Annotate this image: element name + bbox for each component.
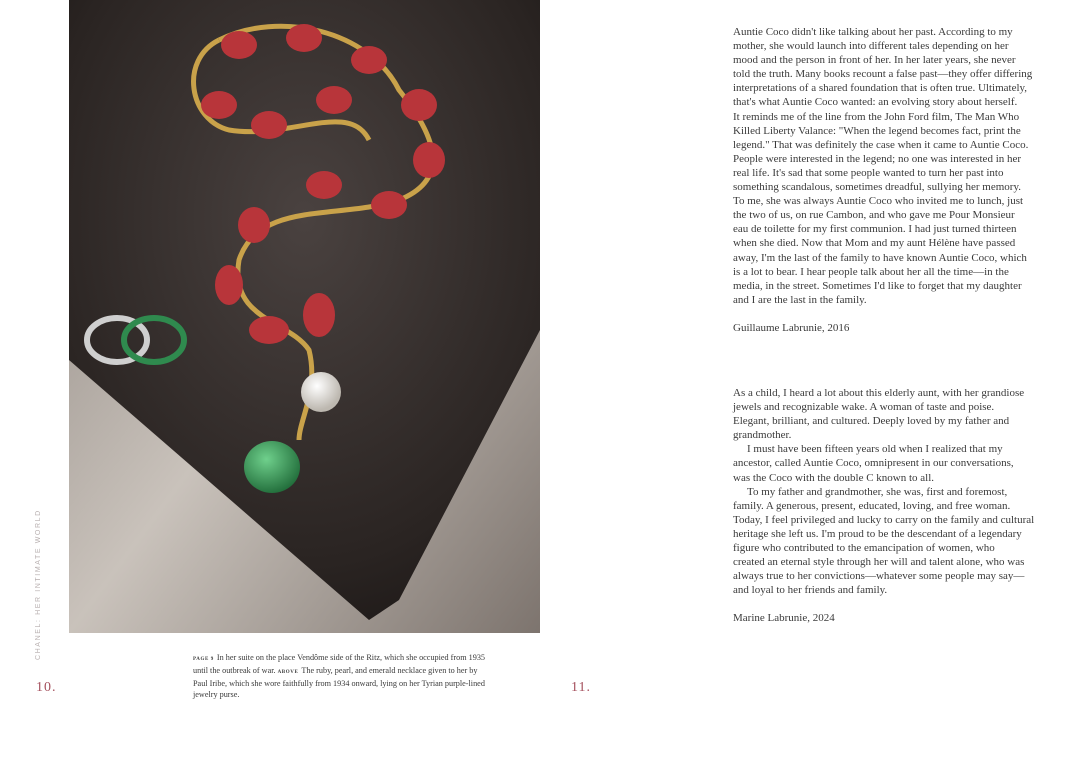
signature: Marine Labrunie, 2024: [733, 612, 835, 625]
body-text-line: family. A generous, present, educated, loving, and free woman.: [733, 499, 1011, 512]
body-text-line: the two of us, on rue Cambon, and who gave me Pour Monsieur: [733, 209, 1015, 222]
signature: Guillaume Labrunie, 2016: [733, 321, 850, 334]
body-text-line: It reminds me of the line from the John Ford film, The Man Who: [733, 110, 1020, 123]
body-text-line: mother, she would launch into different tales depending on her: [733, 40, 1009, 53]
body-text-line: To me, she was always Auntie Coco who invited me to lunch, just: [733, 195, 1024, 208]
body-text-line: something scandalous, sometimes dreadful, sullying her memory.: [733, 181, 1021, 194]
pearl-bead: [301, 372, 341, 412]
body-text-line: was the Coco with the double C known to all.: [733, 471, 935, 484]
body-text-line: Killed Liberty Valance: "When the legend becomes fact, print the: [733, 124, 1021, 137]
caption-text-2: The ruby, pearl, and emerald necklace given to her by Paul Iribe, which she wore faithfully from 1934 onward, lying on her Tyrian purple-lined jewelry purse.: [193, 666, 485, 699]
running-title: CHANEL: HER INTIMATE WORLD: [35, 509, 42, 660]
necklace-illustration: [69, 0, 540, 633]
caption-label-page9: PAGE 9: [193, 657, 214, 662]
body-text-line: Today, I feel privileged and lucky to carry on the family and cultural: [733, 513, 1035, 526]
body-text-line: Elegant, brilliant, and cultured. Deeply loved by my father and: [733, 415, 1010, 428]
body-text-line: created an eternal style through her will and talent alone, who was: [733, 556, 1025, 569]
body-text-line: figure who contributed to the emancipation of women, who: [733, 542, 995, 555]
body-text-line: media, in the street. Sometimes I'd like to forget that my daughter: [733, 279, 1022, 292]
body-text-line: To my father and grandmother, she was, first and foremost,: [747, 485, 1008, 498]
body-text-line: ancestor, called Auntie Coco, omnipresent in our conversations,: [733, 457, 1014, 470]
photo-caption: [193, 652, 493, 700]
body-text-line: eau de toilette for my first communion. I had just turned thirteen: [733, 223, 1017, 236]
body-text-line: mood and the person in front of her. In her later years, she never: [733, 54, 1016, 67]
page-number-right: 11.: [571, 680, 591, 695]
body-text-line: and I are the last in the family.: [733, 293, 867, 306]
necklace-photo: [69, 0, 540, 633]
body-text-line: told the truth. Many books recount a false past—they offer differing: [733, 68, 1033, 81]
body-text-line: that's what Auntie Coco wanted: an evolving story about herself.: [733, 96, 1018, 109]
body-text-line: always true to her convictions—whatever some people may say—: [733, 570, 1025, 583]
caption-label-above: ABOVE: [277, 670, 299, 675]
body-text-line: grandmother.: [733, 429, 792, 442]
body-text-line: jewels and recognizable wake. A woman of taste and poise.: [733, 401, 995, 414]
body-text-line: People were interested in the legend; no one was interested in her: [733, 152, 1022, 165]
body-text-line: is a lot to bear. I hear people talk about her all the time—in the: [733, 265, 1009, 278]
body-text-line: I must have been fifteen years old when I realized that my: [747, 443, 1003, 456]
body-text-line: heritage she left us. I'm proud to be the descendant of a legendary: [733, 527, 1022, 540]
body-text-line: when she died. Now that Mom and my aunt Hélène have passed: [733, 237, 1016, 250]
body-text-line: As a child, I heard a lot about this elderly aunt, with her grandiose: [733, 387, 1025, 399]
body-text-line: legend." That was definitely the case when it came to Auntie Coco.: [733, 138, 1029, 151]
emerald-pendant: [244, 441, 300, 493]
text-section-guillaume: [733, 25, 1033, 335]
body-text-line: real life. It's sad that some people wanted to turn her past into: [733, 166, 1004, 179]
body-text-line: away, I'm the last of the family to have known Auntie Coco, which: [733, 251, 1027, 264]
body-text-line: and loyal to her friends and family.: [733, 584, 888, 597]
text-section-marine: [733, 386, 1033, 626]
page-number-left: 10.: [36, 680, 57, 695]
body-text-line: interpretations of a shared foundation that is often true. Ultimately,: [733, 82, 1028, 95]
body-text-line: Auntie Coco didn't like talking about her past. According to my: [733, 26, 1013, 38]
caption-text-1: In her suite on the place Vendôme side of the Ritz, which she occupied from 1935 until the outbreak of war.: [193, 653, 486, 675]
